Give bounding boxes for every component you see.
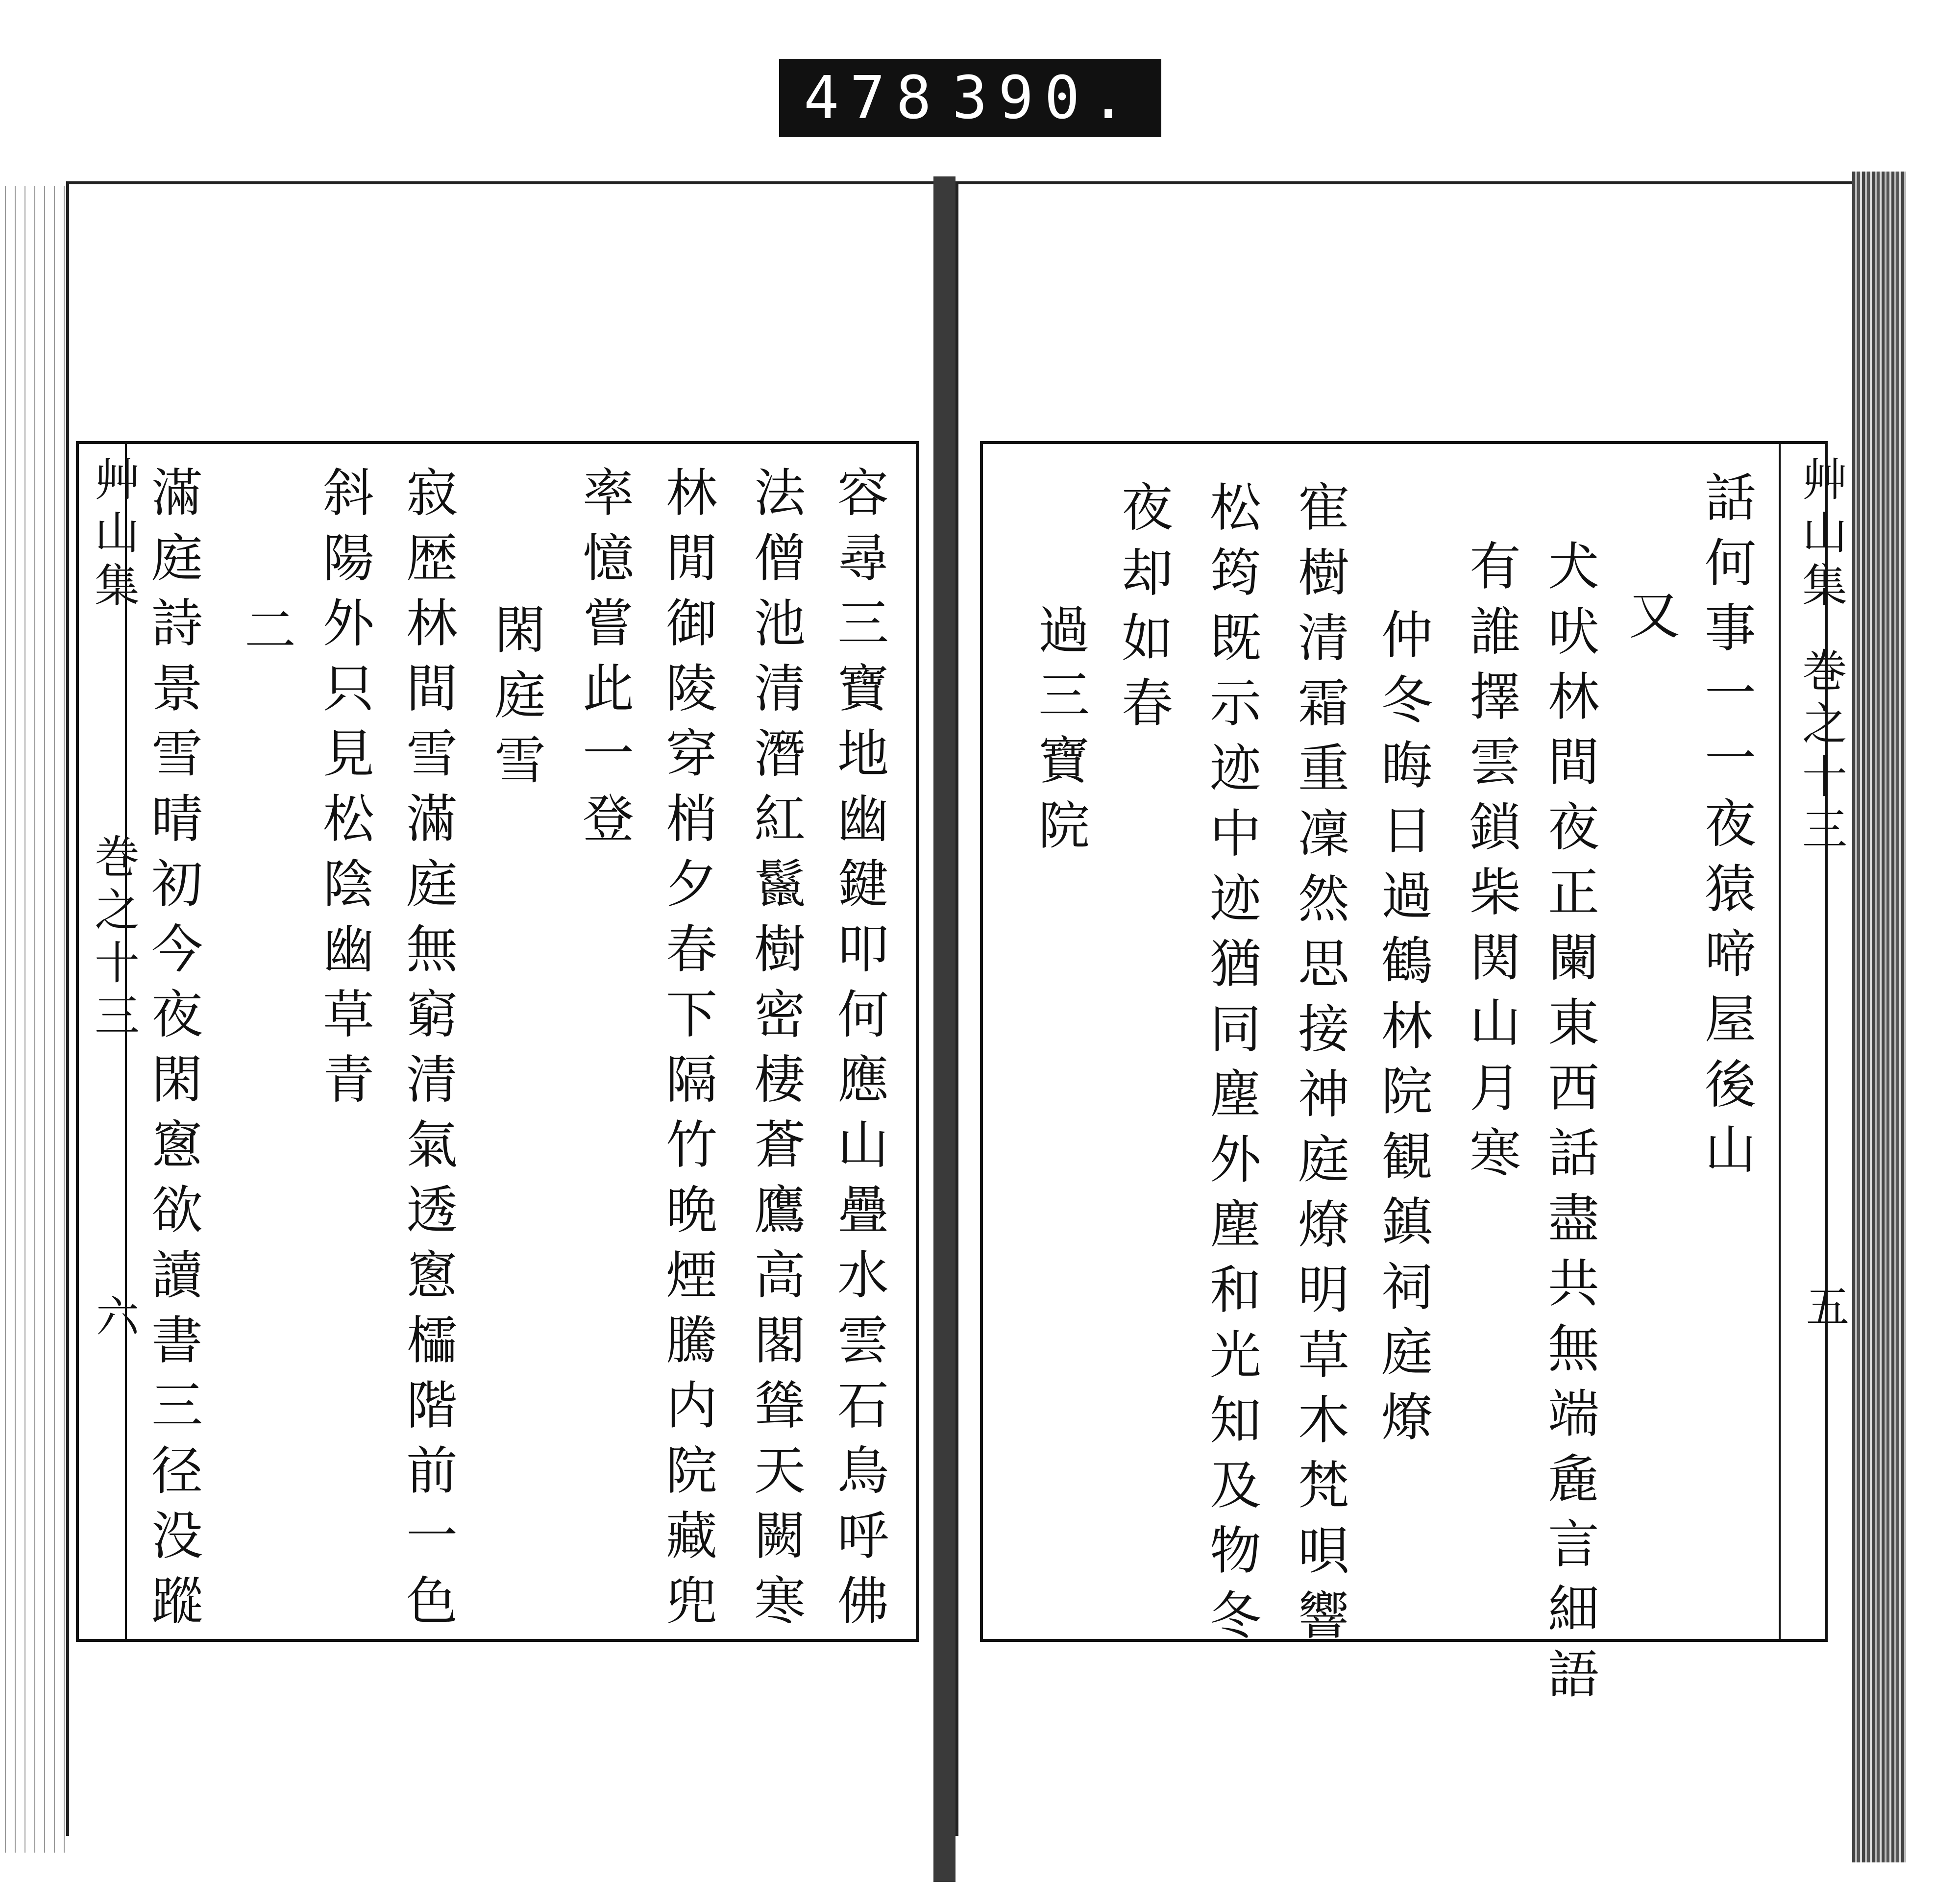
film-frame-label <box>779 59 1161 137</box>
film-left-number: 478 <box>804 64 942 132</box>
text-column: 二 <box>236 603 296 668</box>
text-column: 斜陽外只見松陰幽草青 <box>315 466 374 1117</box>
book-edge-left <box>0 186 66 1853</box>
right-margin-volume: 巻之十三 <box>1795 647 1847 859</box>
text-column: 閑庭雪 <box>486 603 546 798</box>
text-column: 法僧池清潛紅鬣樹密棲蒼鷹高閣聳天闕寒 <box>746 466 806 1639</box>
left-margin-volume: 巻之十三 <box>87 833 140 1045</box>
text-column: 滿庭詩景雪晴初今夜閑窻欲讀書三径没蹤 <box>143 466 203 1639</box>
text-column: 寉樹清霜重凜然思接神庭燎明草木梵唄響 <box>1290 480 1349 1654</box>
text-column: 犬吠林間夜正闌東西話盡共無端麁言細語 <box>1540 539 1599 1712</box>
text-column: 林閒御陵穿梢夕春下隔竹晩煙騰内院藏兜 <box>658 466 717 1639</box>
book-spine <box>933 176 956 1882</box>
left-folio: 六 <box>89 1294 140 1337</box>
text-column: 松筠既示迹中迹猶同塵外塵和光知及物冬 <box>1201 480 1261 1654</box>
book-edge-right <box>1852 172 1906 1862</box>
text-column: 仲冬晦日過鶴林院観鎮祠庭燎 <box>1373 608 1433 1455</box>
text-column: 又 <box>1620 588 1680 653</box>
film-right-number: 390. <box>952 64 1137 132</box>
text-column: 過三寶院 <box>1030 603 1090 864</box>
right-folio: 五 <box>1799 1284 1850 1327</box>
text-column: 寂歴林間雪滿庭無窮清氣透窻櫺階前一色 <box>398 466 458 1639</box>
text-column: 夜却如春 <box>1113 480 1173 741</box>
right-page-margin-rule <box>1779 441 1781 1642</box>
text-column: 容尋三寶地幽鍵叩何應山疊水雲石鳥呼佛 <box>829 466 889 1639</box>
right-margin-title: 艸山集 <box>1795 456 1847 615</box>
text-column: 率憶嘗此一登 <box>574 466 634 857</box>
text-column: 話何事一一夜猿啼屋後山 <box>1696 471 1756 1188</box>
text-column: 有誰擇雲鎖柴関山月寒 <box>1461 539 1521 1191</box>
left-margin-title: 艸山集 <box>87 456 140 615</box>
